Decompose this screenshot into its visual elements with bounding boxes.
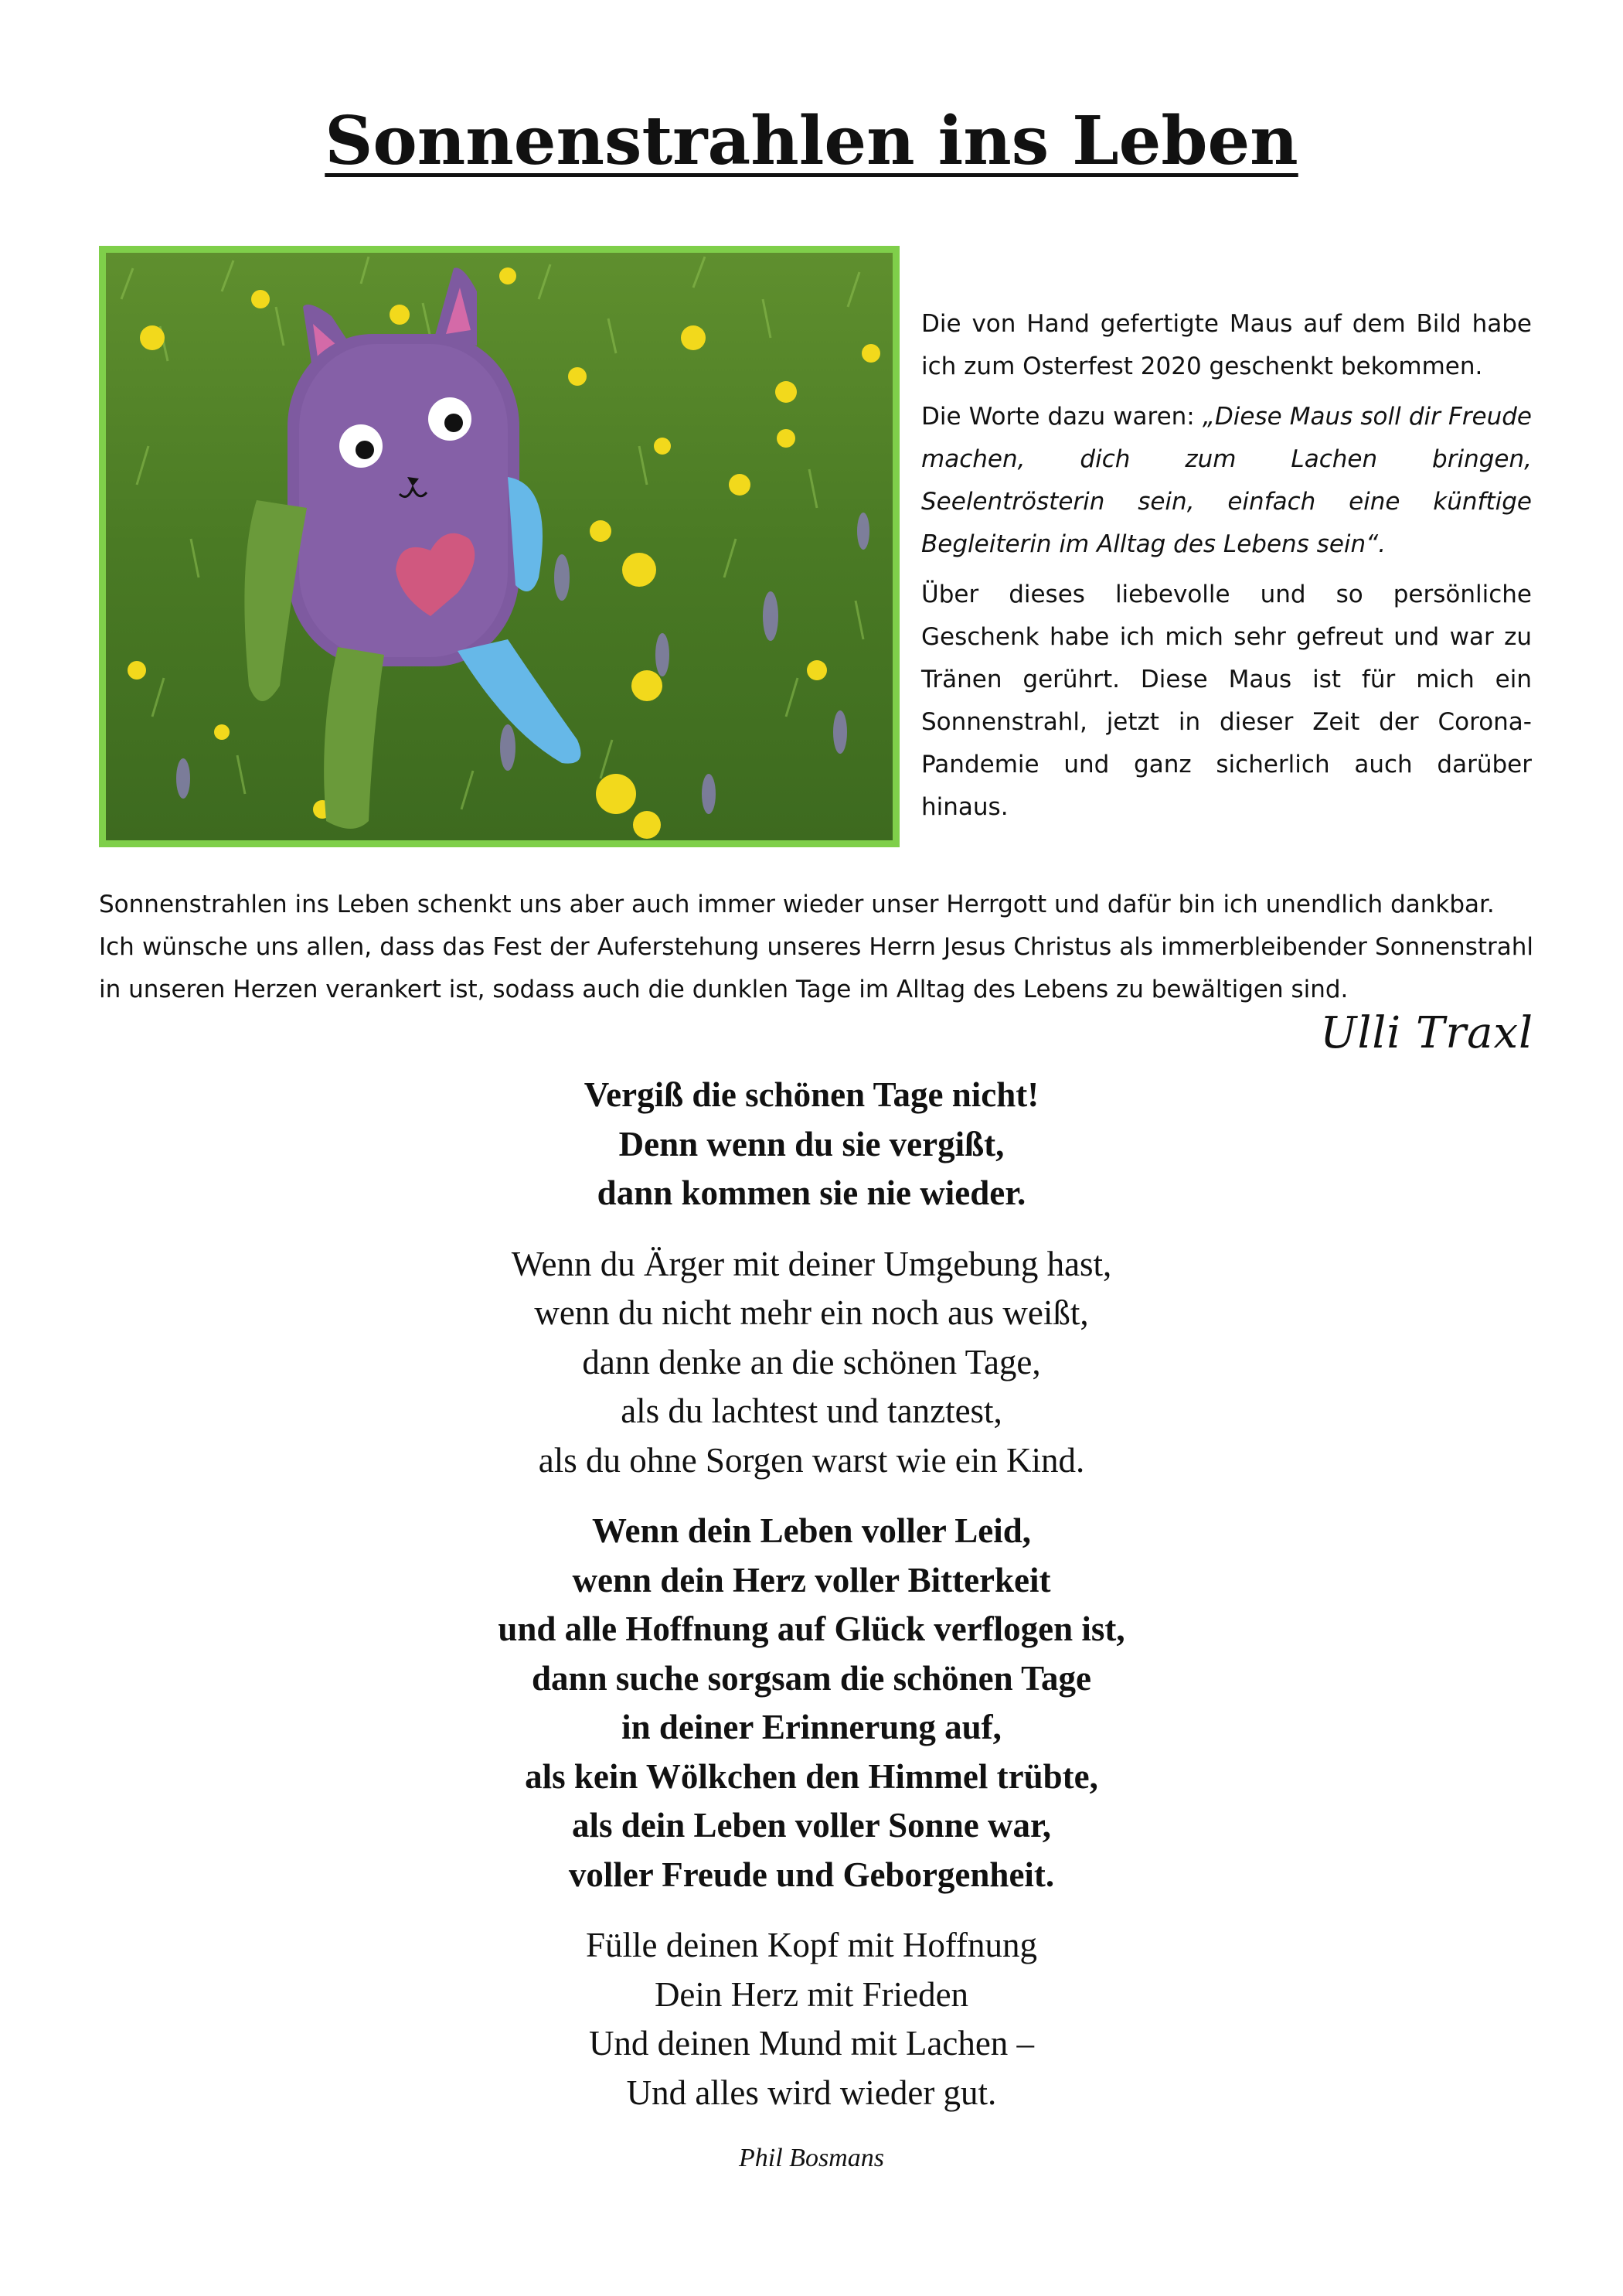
poem-line: als dein Leben voller Sonne war,: [571, 1806, 1052, 1845]
poem-line: in deiner Erinnerung auf,: [621, 1708, 1002, 1746]
poem-stanza-2: [0, 1240, 1623, 1486]
intro-paragraph-3: Über dieses liebevolle und so persönliche Geschenk habe ich mich sehr gefreut und war zu Tränen gerührt. Diese Maus ist für mich ein Sonnenstrahl, jetzt in dieser Zeit der Corona-Pandemie und ganz sicherlich auch darüber hinaus.: [921, 581, 1532, 821]
poem-line: Vergiß die schönen Tage nicht!: [584, 1075, 1039, 1114]
poem-line: Dein Herz mit Frieden: [654, 1974, 969, 2014]
poem-line: als du ohne Sorgen warst wie ein Kind.: [538, 1440, 1085, 1480]
body-paragraph-2: Ich wünsche uns allen, dass das Fest der Auferstehung unseres Herrn Jesus Christus als immerbleibender Sonnenstrahl in unseren Herzen verankert ist, sodass auch die dunklen Tage im Alltag des Lebens zu bewältigen sind.: [99, 933, 1533, 1003]
poem-line: dann suche sorgsam die schönen Tage: [532, 1658, 1091, 1698]
poem-line: als kein Wölkchen den Himmel trübte,: [525, 1756, 1098, 1796]
poem-author: Phil Bosmans: [739, 2144, 884, 2172]
poem-line: Und alles wird wieder gut.: [626, 2073, 997, 2112]
poem-line: dann denke an die schönen Tage,: [582, 1342, 1041, 1381]
photo-plush-mouse: [99, 246, 900, 847]
poem-stanza-4: [0, 1921, 1623, 2117]
intro-text: [921, 303, 1532, 836]
poem-line: voller Freude und Geborgenheit.: [568, 1855, 1055, 1894]
signature: Ulli Traxl: [1320, 1008, 1533, 1058]
body-text: [99, 884, 1533, 1011]
intro-paragraph-2: [921, 396, 1532, 566]
poem-stanza-1: [0, 1071, 1623, 1218]
poem: [0, 1071, 1623, 2178]
poem-line: dann kommen sie nie wieder.: [597, 1174, 1026, 1212]
plush-mouse-illustration: [106, 253, 893, 840]
intro-quote: „Diese Maus soll dir Freude machen, dich zum Lachen bringen, Seelentrösterin sein, einfach eine künftige Begleiterin im Alltag des Lebens sein“.: [921, 403, 1532, 558]
intro-quote-lead: Die Worte dazu waren:: [921, 403, 1203, 431]
poem-line: Und deinen Mund mit Lachen –: [588, 2024, 1035, 2063]
poem-stanza-3: [0, 1507, 1623, 1899]
poem-line: wenn dein Herz voller Bitterkeit: [572, 1560, 1051, 1599]
poem-line: Wenn du Ärger mit deiner Umgebung hast,: [511, 1244, 1112, 1283]
poem-line: wenn du nicht mehr ein noch aus weißt,: [534, 1293, 1089, 1332]
poem-line: als du lachtest und tanztest,: [621, 1392, 1002, 1430]
page-title: Sonnenstrahlen ins Leben: [325, 102, 1298, 180]
poem-line: Denn wenn du sie vergißt,: [618, 1124, 1005, 1163]
poem-line: und alle Hoffnung auf Glück verflogen ist,: [498, 1610, 1125, 1648]
body-paragraph-1: Sonnenstrahlen ins Leben schenkt uns aber auch immer wieder unser Herrgott und dafür bin ich unendlich dankbar.: [99, 891, 1495, 918]
poem-line: Fülle deinen Kopf mit Hoffnung: [585, 1926, 1038, 1964]
poem-line: Wenn dein Leben voller Leid,: [592, 1511, 1031, 1550]
intro-paragraph-1: Die von Hand gefertigte Maus auf dem Bild habe ich zum Osterfest 2020 geschenkt bekommen.: [921, 310, 1532, 380]
